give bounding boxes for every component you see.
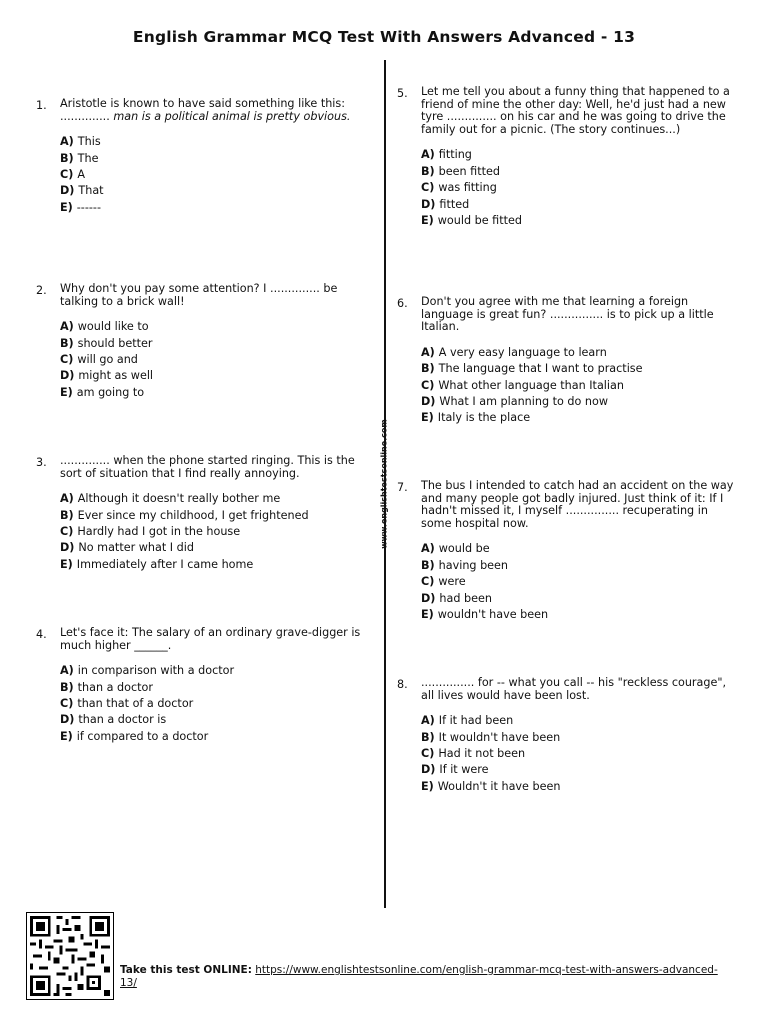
- option-c[interactable]: C) Hardly had I got in the house: [60, 524, 241, 538]
- option-e[interactable]: E) wouldn't have been: [421, 607, 549, 621]
- question-text: Why don't you pay some attention? I .............. be talking to a brick wall!: [60, 282, 338, 308]
- option-b[interactable]: B) The language that I want to practise: [421, 362, 643, 376]
- option-b[interactable]: B) than a doctor: [60, 680, 153, 694]
- question-text: Let's face it: The salary of an ordinary grave-digger is much higher ______.: [60, 626, 361, 652]
- question-number: 4.: [36, 628, 47, 641]
- option-list: [60, 663, 378, 745]
- option-e[interactable]: E) ------: [60, 200, 101, 214]
- option-c[interactable]: C) than that of a doctor: [60, 696, 194, 710]
- question-number: 2.: [36, 284, 47, 297]
- option-a[interactable]: A) A very easy language to learn: [421, 345, 607, 359]
- option-b[interactable]: B) having been: [421, 558, 509, 572]
- option-e[interactable]: E) am going to: [60, 385, 145, 399]
- option-list: [421, 147, 739, 229]
- question-text: Let me tell you about a funny thing that happened to a friend of mine the other day: Well, he'd just had a new tyre .............. on his car and he was going to drive the family out for a picnic. (The story continues...): [421, 85, 730, 136]
- qr-code-graphic: [27, 913, 113, 999]
- qr-code-icon[interactable]: [26, 912, 114, 1000]
- footer-label: Take this test ONLINE:: [120, 964, 252, 976]
- option-e[interactable]: E) Wouldn't it have been: [421, 779, 561, 793]
- option-d[interactable]: D) If it were: [421, 763, 489, 777]
- option-d[interactable]: D) No matter what I did: [60, 541, 194, 555]
- question-text: .............. when the phone started ringing. This is the sort of situation that I find really annoying.: [60, 454, 355, 480]
- question-3: [36, 454, 372, 573]
- option-e[interactable]: E) Immediately after I came home: [60, 557, 254, 571]
- question-8: [397, 676, 739, 795]
- question-4: [36, 626, 378, 745]
- option-b[interactable]: B) should better: [60, 336, 153, 350]
- question-number: 8.: [397, 678, 408, 691]
- option-d[interactable]: D) than a doctor is: [60, 713, 167, 727]
- question-number: 1.: [36, 99, 47, 112]
- question-number: 5.: [397, 87, 408, 100]
- option-e[interactable]: E) Italy is the place: [421, 411, 531, 425]
- question-number: 6.: [397, 297, 408, 310]
- question-6: [397, 295, 739, 427]
- option-d[interactable]: D) had been: [421, 591, 492, 605]
- option-b[interactable]: B) The: [60, 151, 99, 165]
- option-a[interactable]: A) would be: [421, 542, 490, 556]
- question-1: [36, 97, 372, 216]
- option-list: [60, 319, 372, 401]
- vertical-site-text: www.englishtestsonline.com: [379, 419, 389, 549]
- question-text: ............... for -- what you call -- his "reckless courage", all lives would have been lost.: [421, 676, 727, 702]
- option-c[interactable]: C) A: [60, 167, 85, 181]
- option-b[interactable]: B) been fitted: [421, 164, 500, 178]
- option-a[interactable]: A) Although it doesn't really bother me: [60, 492, 281, 506]
- option-c[interactable]: C) were: [421, 575, 466, 589]
- option-list: [421, 345, 739, 427]
- question-2: [36, 282, 372, 401]
- question-text: Aristotle is known to have said something like this: .............. man is a political animal is pretty obvious.: [60, 97, 351, 123]
- footer-link[interactable]: https://www.englishtestsonline.com/english-grammar-mcq-test-with-answers-advanced-13/: [120, 964, 718, 989]
- option-c[interactable]: C) was fitting: [421, 181, 497, 195]
- option-a[interactable]: A) fitting: [421, 148, 472, 162]
- option-e[interactable]: E) would be fitted: [421, 213, 522, 227]
- option-a[interactable]: A) This: [60, 135, 101, 149]
- option-c[interactable]: C) What other language than Italian: [421, 378, 624, 392]
- option-list: [421, 541, 739, 623]
- question-5: [397, 85, 739, 229]
- option-list: [60, 491, 372, 573]
- option-d[interactable]: D) might as well: [60, 369, 154, 383]
- option-e[interactable]: E) if compared to a doctor: [60, 729, 209, 743]
- option-a[interactable]: A) If it had been: [421, 714, 514, 728]
- option-d[interactable]: D) That: [60, 184, 104, 198]
- option-c[interactable]: C) will go and: [60, 352, 138, 366]
- option-d[interactable]: D) What I am planning to do now: [421, 394, 608, 408]
- question-text: Don't you agree with me that learning a foreign language is great fun? ............... is to pick up a little Italian.: [421, 295, 714, 334]
- option-list: [421, 713, 739, 795]
- question-number: 7.: [397, 481, 408, 494]
- question-text-italic: man is a political animal is pretty obvious.: [113, 109, 351, 123]
- footer: [120, 964, 720, 989]
- option-b[interactable]: B) It wouldn't have been: [421, 730, 561, 744]
- question-text: The bus I intended to catch had an accident on the way and many people got badly injured. Just think of it: If I hadn't missed it, I myself ............... recuperating in some hospital now.: [421, 479, 734, 530]
- question-number: 3.: [36, 456, 47, 469]
- page-title: English Grammar MCQ Test With Answers Advanced - 13: [132, 28, 636, 46]
- option-list: [60, 134, 372, 216]
- question-7: [397, 479, 739, 623]
- option-a[interactable]: A) would like to: [60, 320, 149, 334]
- option-c[interactable]: C) Had it not been: [421, 746, 526, 760]
- option-b[interactable]: B) Ever since my childhood, I get frightened: [60, 508, 309, 522]
- option-a[interactable]: A) in comparison with a doctor: [60, 664, 235, 678]
- option-d[interactable]: D) fitted: [421, 197, 470, 211]
